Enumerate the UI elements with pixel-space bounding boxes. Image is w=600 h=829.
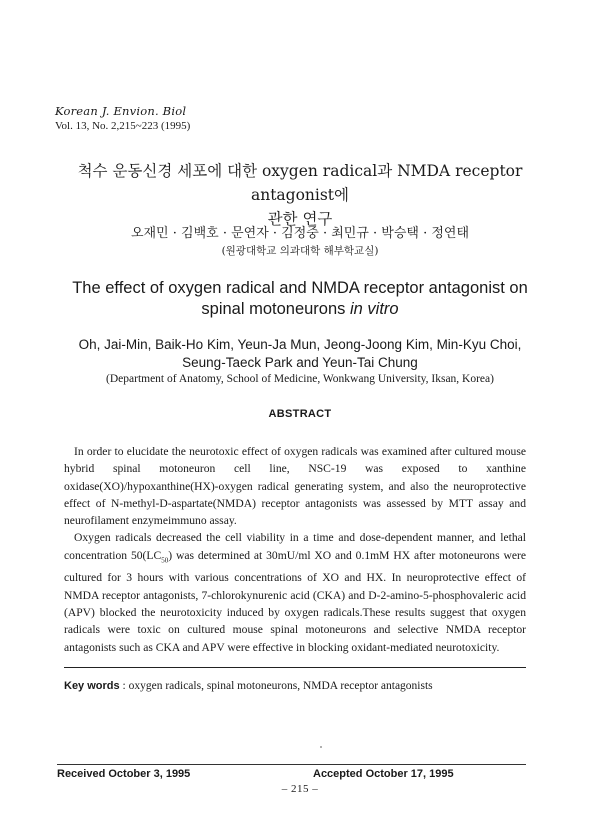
keywords-separator: :: [119, 680, 129, 692]
english-title-in-vitro: in vitro: [350, 300, 399, 318]
english-authors-line2: Seung-Taeck Park and Yeun-Tai Chung: [182, 355, 418, 370]
english-affiliation: (Department of Anatomy, School of Medicine, Wonkwang University, Iksan, Korea): [106, 373, 494, 385]
abstract-divider: [64, 667, 526, 668]
korean-authors: 오재민 · 김백호 · 문연자 · 김정중 · 최민규 · 박승택 · 정연태: [130, 226, 470, 241]
received-date: Received October 3, 1995: [57, 768, 191, 780]
korean-title: [40, 159, 560, 231]
accepted-date: Accepted October 17, 1995: [313, 768, 454, 780]
english-title-line2: [40, 299, 560, 320]
english-authors-line1: Oh, Jai-Min, Baik-Ho Kim, Yeun-Ja Mun, Jeong-Joong Kim, Min-Kyu Choi,: [78, 337, 522, 352]
english-title: [40, 278, 560, 320]
korean-title-line1: 척수 운동신경 세포에 대한 oxygen radical과 NMDA receptor antagonist에: [77, 162, 523, 204]
abstract-paragraph-2-start: Oxygen radicals decreased the cell viability in a time and dose-dependent manner, and lethal concentration 50(LC: [64, 531, 526, 562]
keywords-label: Key words: [64, 680, 120, 692]
abstract-body: [64, 443, 526, 656]
page-number: – 215 –: [281, 783, 319, 795]
scan-speck: [320, 746, 322, 748]
abstract-paragraph-2-end: ) was determined at 30mU/ml XO and 0.1mM HX after motoneurons were cultured for 3 hours with various concentrations of XO and HX. In neuroprotective effect of NMDA receptor antagonists, 7-chlorokynurenic acid (CKA) and D-2-amino-5-phosphovaleric acid (APV) blocked the neurotoxicity induced by oxygen radicals.These results suggest that oxygen radicals were toxic on cultured mouse spinal motoneurons and selective NMDA receptor antagonists such as CKA and APV were effective in blocking oxidant-mediated neurotoxicity.: [64, 548, 526, 654]
footer-divider: [57, 764, 526, 765]
journal-volume: Vol. 13, No. 2,215~223 (1995): [55, 120, 191, 132]
journal-name: Korean J. Envion. Biol: [55, 104, 187, 118]
abstract-paragraph-1: In order to elucidate the neurotoxic effect of oxygen radicals was examined after cultured mouse hybrid spinal motoneuron cell line, NSC-19 was exposed to xanthine oxidase(XO)/hypoxanthine(HX)-oxygen radical generating system, and also the neuroprotective effect of N-methyl-D-aspartate(NMDA) receptor antagonists was assessed by MTT assay and neurofilament enzymeimmuno assay.: [64, 445, 526, 528]
lc50-subscript: 50: [161, 556, 169, 565]
journal-citation: [55, 104, 190, 134]
korean-affiliation: (원광대학교 의과대학 해부학교실): [221, 245, 379, 257]
keywords: [64, 679, 534, 694]
english-title-line2-text: spinal motoneurons: [201, 300, 346, 318]
english-authors: [40, 336, 560, 372]
keywords-text: oxygen radicals, spinal motoneurons, NMDA receptor antagonists: [128, 680, 433, 692]
english-title-line1: The effect of oxygen radical and NMDA receptor antagonist on: [72, 279, 528, 297]
korean-title-line2: 관한 연구: [267, 210, 333, 228]
abstract-heading: ABSTRACT: [268, 408, 332, 420]
abstract-paragraph-2: [64, 529, 526, 655]
